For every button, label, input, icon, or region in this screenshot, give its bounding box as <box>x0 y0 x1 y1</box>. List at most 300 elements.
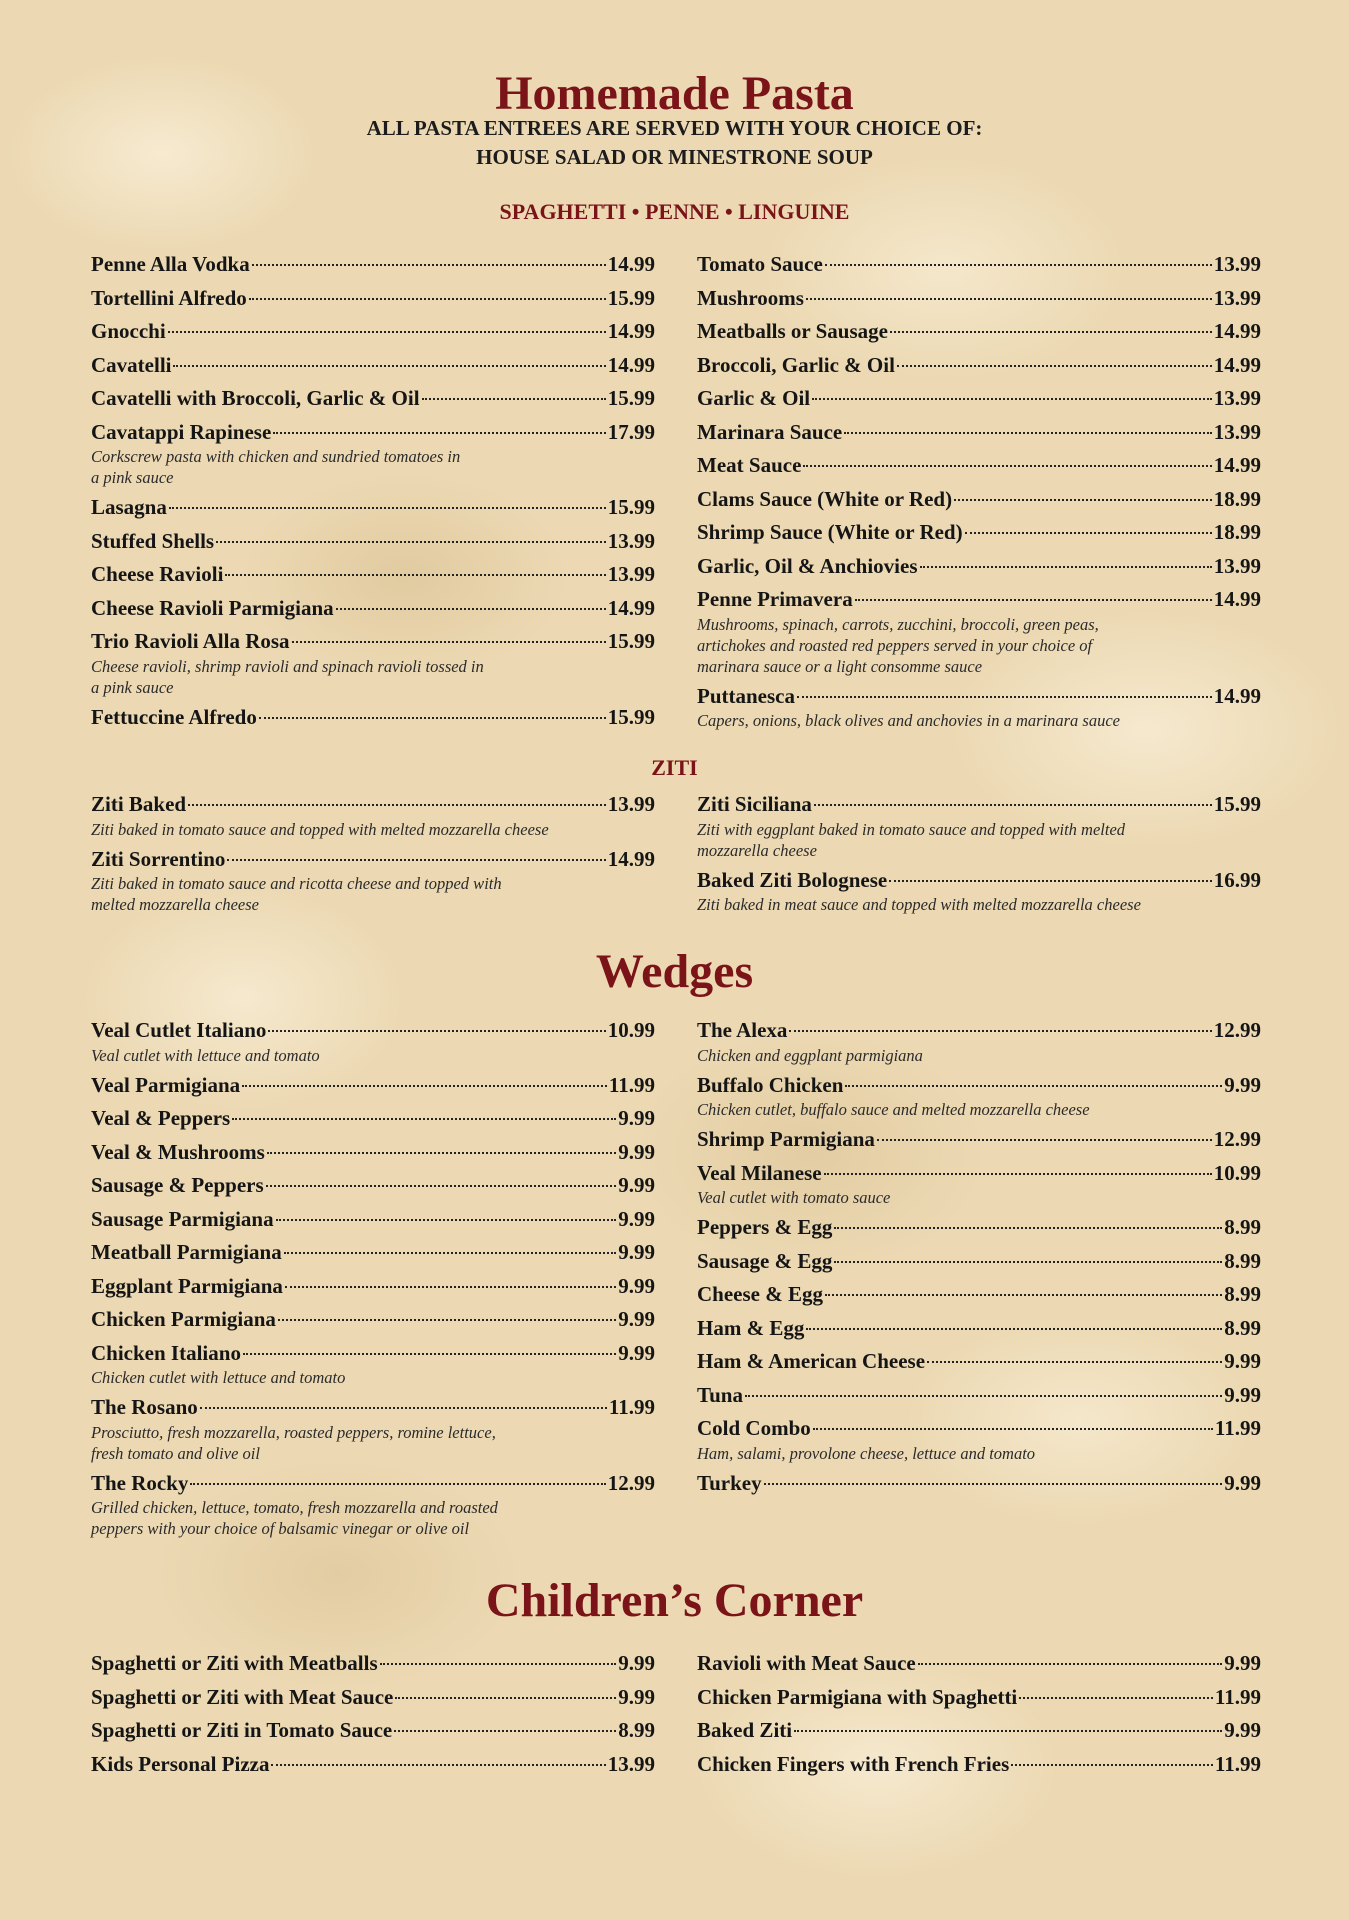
menu-item-name: Ham & American Cheese <box>697 1349 926 1373</box>
menu-item-name: Meatball Parmigiana <box>91 1240 282 1264</box>
menu-item-price: 12.99 <box>1213 1018 1261 1042</box>
menu-item-row <box>91 1069 655 1103</box>
menu-item <box>91 1647 655 1681</box>
menu-item-price: 9.99 <box>1224 1651 1261 1675</box>
pasta-subtitle-line-2: HOUSE SALAD OR MINESTRONE SOUP <box>476 145 873 169</box>
menu-item <box>697 1681 1261 1715</box>
menu-item-row <box>91 248 655 282</box>
dot-leader <box>813 1428 1213 1430</box>
dot-leader <box>764 1483 1223 1485</box>
menu-item-name: Ziti Baked <box>91 792 187 816</box>
menu-item-name: Ziti Siciliana <box>697 792 812 816</box>
menu-item <box>91 788 655 841</box>
menu-item-row <box>697 1069 1261 1103</box>
menu-item-price: 9.99 <box>1224 1072 1261 1097</box>
menu-item <box>91 1136 655 1170</box>
wedges-title: Wedges <box>595 945 754 998</box>
dot-leader <box>273 432 605 434</box>
menu-item-row <box>697 1245 1261 1279</box>
menu-item-price: 8.99 <box>1224 1215 1261 1239</box>
menu-item <box>91 625 655 699</box>
dot-leader <box>745 1395 1222 1397</box>
dot-leader <box>336 608 606 610</box>
menu-item-name: Veal Parmigiana <box>91 1072 241 1097</box>
menu-item-name: Cavatelli <box>91 352 172 377</box>
menu-item-name: Cheese & Egg <box>697 1282 823 1306</box>
menu-item-description: Chicken cutlet with lettuce and tomato <box>91 1368 346 1387</box>
menu-item-name: Spaghetti or Ziti with Meatballs <box>91 1651 378 1675</box>
menu-item-price: 9.99 <box>618 1307 655 1331</box>
menu-item-price: 15.99 <box>607 704 655 729</box>
menu-item-price: 13.99 <box>1213 285 1261 310</box>
menu-item-description: Cheese ravioli, shrimp ravioli and spinach ravioli tossed in <box>91 656 484 676</box>
dot-leader <box>845 1085 1222 1087</box>
dot-leader <box>889 880 1212 882</box>
menu-item-name: Ham & Egg <box>697 1315 805 1340</box>
dot-leader <box>890 331 1212 333</box>
menu-item-price: 9.99 <box>618 1173 655 1197</box>
pasta-title: Homemade Pasta <box>495 67 854 120</box>
dot-leader <box>825 1294 1222 1296</box>
dot-leader <box>814 804 1212 806</box>
menu-item-price: 9.99 <box>1224 1349 1261 1373</box>
menu-item-price: 9.99 <box>1224 1470 1261 1495</box>
menu-item-price: 9.99 <box>618 1139 655 1164</box>
dot-leader <box>806 1328 1222 1330</box>
menu-item-name: Baked Ziti Bolognese <box>697 867 888 892</box>
dot-leader <box>1019 1697 1213 1699</box>
dot-leader <box>285 1286 616 1288</box>
wedges-left-list <box>91 1014 655 1542</box>
dot-leader <box>1011 1764 1213 1766</box>
menu-item-name: Gnocchi <box>91 319 166 343</box>
menu-item-description: Ham, salami, provolone cheese, lettuce and tomato <box>697 1443 1036 1463</box>
menu-item-name: Spaghetti or Ziti in Tomato Sauce <box>91 1718 393 1742</box>
dot-leader <box>200 1407 607 1409</box>
menu-item <box>697 1467 1261 1501</box>
menu-item <box>697 282 1261 316</box>
menu-item-name: Chicken Parmigiana with Spaghetti <box>697 1684 1018 1709</box>
menu-item-price: 11.99 <box>608 1072 655 1097</box>
menu-item-price: 11.99 <box>1214 1684 1261 1709</box>
menu-item-row <box>697 416 1261 450</box>
menu-item-price: 10.99 <box>1213 1160 1261 1185</box>
dot-leader <box>380 1663 617 1665</box>
menu-item-row <box>697 516 1261 550</box>
menu-item <box>91 416 655 490</box>
menu-item <box>91 315 655 349</box>
menu-item-row <box>697 1123 1261 1157</box>
menu-item-name: Shrimp Sauce (White or Red) <box>697 520 963 544</box>
menu-item-name: Penne Primavera <box>697 587 853 611</box>
menu-item-row <box>91 416 655 450</box>
menu-item <box>697 349 1261 383</box>
menu-item-row <box>91 558 655 592</box>
menu-item-name: Clams Sauce (White or Red) <box>697 486 953 511</box>
menu-item-row <box>91 349 655 383</box>
menu-item-description: a pink sauce <box>91 468 174 487</box>
menu-item-description: peppers with your choice of balsamic vinegar or olive oil <box>91 1519 470 1538</box>
menu-item-price: 11.99 <box>608 1395 655 1419</box>
menu-item-price: 13.99 <box>607 792 655 816</box>
menu-item-row <box>697 248 1261 282</box>
menu-item <box>91 1303 655 1337</box>
menu-item-row <box>91 592 655 626</box>
dot-leader <box>249 298 606 300</box>
menu-item <box>697 416 1261 450</box>
dot-leader <box>877 1139 1212 1141</box>
menu-item-price: 9.99 <box>618 1206 655 1231</box>
menu-item-description: Chicken and eggplant parmigiana <box>697 1045 923 1065</box>
menu-item-name: Baked Ziti <box>697 1718 793 1742</box>
menu-item-description: Veal cutlet with lettuce and tomato <box>91 1045 320 1065</box>
menu-item-price: 9.99 <box>618 1651 655 1675</box>
menu-item-price: 14.99 <box>1213 453 1261 477</box>
menu-item <box>91 1270 655 1304</box>
menu-item-row <box>697 449 1261 483</box>
dot-leader <box>965 532 1212 534</box>
menu-item-name: Spaghetti or Ziti with Meat Sauce <box>91 1684 394 1709</box>
dot-leader <box>806 298 1212 300</box>
menu-item-row <box>91 843 655 877</box>
menu-item-row <box>697 550 1261 584</box>
children-left-list <box>91 1647 655 1781</box>
menu-item-row <box>91 1102 655 1136</box>
menu-item-price: 9.99 <box>618 1684 655 1709</box>
menu-item-description: Mushrooms, spinach, carrots, zucchini, broccoli, green peas, <box>697 614 1099 634</box>
menu-item-price: 8.99 <box>1224 1248 1261 1273</box>
menu-item-name: Fettuccine Alfredo <box>91 704 257 729</box>
menu-item-name: Lasagna <box>91 495 167 519</box>
menu-item-row <box>91 315 655 349</box>
menu-item <box>91 382 655 416</box>
menu-item-row <box>697 864 1261 898</box>
menu-item-price: 18.99 <box>1213 520 1261 544</box>
menu-item-row <box>697 1345 1261 1379</box>
menu-item <box>697 1714 1261 1748</box>
menu-item-name: Chicken Italiano <box>91 1340 241 1365</box>
menu-item <box>697 1069 1261 1122</box>
menu-item <box>91 1102 655 1136</box>
menu-item-price: 14.99 <box>607 252 655 276</box>
menu-item-price: 10.99 <box>607 1018 655 1042</box>
menu-item-row <box>697 788 1261 822</box>
menu-item-row <box>697 1748 1261 1782</box>
menu-item-description: Capers, onions, black olives and anchovies in a marinara sauce <box>697 711 1120 730</box>
menu-item-row <box>91 788 655 822</box>
menu-item-row <box>697 583 1261 617</box>
menu-item-row <box>697 1714 1261 1748</box>
pasta-subtitle-line-1: ALL PASTA ENTREES ARE SERVED WITH YOUR CHOICE OF: <box>366 116 983 140</box>
menu-item <box>91 1236 655 1270</box>
dot-leader <box>395 1697 616 1699</box>
menu-item <box>91 1337 655 1390</box>
ziti-right-list <box>697 788 1261 918</box>
menu-item-description: Ziti baked in tomato sauce and topped with melted mozzarella cheese <box>91 819 549 839</box>
menu-item <box>91 1069 655 1103</box>
menu-item-name: Eggplant Parmigiana <box>91 1273 283 1298</box>
menu-item-row <box>697 382 1261 416</box>
ziti-left-list <box>91 788 655 918</box>
menu-item-description: Veal cutlet with tomato sauce <box>697 1188 891 1207</box>
menu-item-row <box>697 1312 1261 1346</box>
dot-leader <box>168 331 606 333</box>
menu-item-row <box>697 315 1261 349</box>
children-right-list <box>697 1647 1261 1781</box>
dot-leader <box>797 696 1212 698</box>
menu-item-price: 14.99 <box>607 352 655 377</box>
children-title: Children’s Corner <box>485 1574 864 1627</box>
menu-item-price: 8.99 <box>1224 1282 1261 1306</box>
menu-item-name: The Rocky <box>91 1470 189 1495</box>
menu-item-price: 13.99 <box>1213 553 1261 578</box>
menu-item-row <box>91 1014 655 1048</box>
menu-item-name: Chicken Fingers with French Fries <box>697 1751 1010 1776</box>
menu-item <box>697 1157 1261 1210</box>
menu-item-price: 15.99 <box>607 495 655 519</box>
menu-item-price: 13.99 <box>1213 252 1261 276</box>
menu-item-name: Kids Personal Pizza <box>91 1751 270 1776</box>
menu-item <box>697 1412 1261 1465</box>
menu-item-description: Ziti baked in tomato sauce and ricotta cheese and topped with <box>91 874 502 893</box>
menu-item-row <box>697 1278 1261 1312</box>
menu-item-name: Garlic & Oil <box>697 386 811 410</box>
dot-leader <box>188 804 606 806</box>
menu-item-row <box>91 1236 655 1270</box>
dot-leader <box>276 1219 617 1221</box>
menu-item-price: 13.99 <box>1213 386 1261 410</box>
dot-leader <box>278 1319 616 1321</box>
menu-item-row <box>697 282 1261 316</box>
menu-item-price: 15.99 <box>607 285 655 310</box>
menu-item-name: Garlic, Oil & Anchiovies <box>697 553 918 578</box>
menu-item <box>91 843 655 917</box>
menu-item-name: Veal Cutlet Italiano <box>91 1018 267 1042</box>
menu-item <box>697 788 1261 862</box>
menu-item <box>697 550 1261 584</box>
menu-item-price: 9.99 <box>618 1273 655 1298</box>
menu-item-row <box>91 525 655 559</box>
menu-item-price: 17.99 <box>607 419 655 444</box>
menu-item-row <box>91 282 655 316</box>
menu-item-description: Corkscrew pasta with chicken and sundried tomatoes in <box>91 447 461 466</box>
menu-item <box>91 282 655 316</box>
dot-leader <box>292 641 606 643</box>
dot-leader <box>834 1261 1222 1263</box>
dot-leader <box>267 1152 616 1154</box>
menu-item-price: 9.99 <box>1224 1382 1261 1407</box>
menu-item-price: 18.99 <box>1213 486 1261 511</box>
menu-item-name: Buffalo Chicken <box>697 1072 844 1097</box>
menu-item <box>697 1647 1261 1681</box>
dot-leader <box>243 1353 616 1355</box>
menu-item-row <box>91 1203 655 1237</box>
menu-item <box>697 483 1261 517</box>
dot-leader <box>232 1118 616 1120</box>
menu-item-row <box>91 1748 655 1782</box>
dot-leader <box>855 599 1212 601</box>
dot-leader <box>242 1085 607 1087</box>
menu-item-row <box>697 349 1261 383</box>
menu-item <box>91 349 655 383</box>
dot-leader <box>918 1663 1223 1665</box>
menu-item <box>697 1245 1261 1279</box>
menu-item-price: 15.99 <box>1213 792 1261 816</box>
dot-leader <box>190 1483 605 1485</box>
menu-item-row <box>697 483 1261 517</box>
wedges-right-list <box>697 1014 1261 1500</box>
menu-item-price: 11.99 <box>1214 1751 1261 1776</box>
menu-item-description: artichokes and roasted red peppers served in your choice of <box>697 635 1093 655</box>
menu-item-row <box>91 1270 655 1304</box>
menu-item-name: Cavatelli with Broccoli, Garlic & Oil <box>91 386 420 410</box>
dot-leader <box>834 1227 1222 1229</box>
ziti-heading: ZITI <box>651 755 698 780</box>
menu-item-name: Broccoli, Garlic & Oil <box>697 352 895 377</box>
dot-leader <box>169 507 606 509</box>
pasta-right-list <box>697 248 1261 734</box>
menu-item-name: Stuffed Shells <box>91 528 215 553</box>
dot-leader <box>920 566 1212 568</box>
menu-item-description: marinara sauce or a light consomme sauce <box>697 656 983 676</box>
menu-item <box>91 1748 655 1782</box>
menu-item-name: Meat Sauce <box>697 453 802 477</box>
menu-item-row <box>91 1714 655 1748</box>
dot-leader <box>812 398 1212 400</box>
menu-item-row <box>697 1014 1261 1048</box>
menu-item <box>697 1312 1261 1346</box>
dot-leader <box>271 1764 605 1766</box>
dot-leader <box>897 365 1212 367</box>
dot-leader <box>954 499 1212 501</box>
menu-item-name: Tortellini Alfredo <box>91 285 247 310</box>
menu-item-name: Sausage & Peppers <box>91 1173 264 1197</box>
menu-item-price: 13.99 <box>607 1751 655 1776</box>
dot-leader <box>284 1252 617 1254</box>
dot-leader <box>794 1730 1222 1732</box>
menu-item <box>697 1211 1261 1245</box>
menu-item-row <box>697 1211 1261 1245</box>
menu-item-name: Penne Alla Vodka <box>91 252 250 276</box>
menu-item-name: Cold Combo <box>697 1416 811 1440</box>
menu-item-price: 14.99 <box>607 319 655 343</box>
menu-item <box>91 1467 655 1541</box>
menu-item-name: The Rosano <box>91 1395 198 1419</box>
menu-item-row <box>91 1303 655 1337</box>
dot-leader <box>173 365 605 367</box>
menu-item <box>91 1681 655 1715</box>
menu-item-row <box>697 1412 1261 1446</box>
menu-item <box>91 1203 655 1237</box>
menu-item-price: 14.99 <box>607 595 655 620</box>
menu-item <box>91 248 655 282</box>
menu-item-name: Sausage & Egg <box>697 1248 833 1273</box>
menu-item-row <box>697 680 1261 714</box>
menu-item-description: melted mozzarella cheese <box>91 895 260 914</box>
menu-item-name: Chicken Parmigiana <box>91 1307 276 1331</box>
menu-item-description: Grilled chicken, lettuce, tomato, fresh mozzarella and roasted <box>91 1498 498 1517</box>
menu-item <box>697 382 1261 416</box>
menu-item-name: Turkey <box>697 1470 762 1495</box>
menu-item <box>91 1169 655 1203</box>
menu-item-price: 9.99 <box>618 1340 655 1365</box>
menu-item-name: Veal Milanese <box>697 1160 822 1185</box>
menu-item <box>697 1345 1261 1379</box>
menu-item-row <box>697 1379 1261 1413</box>
menu-item-price: 8.99 <box>618 1718 655 1742</box>
menu-item <box>697 1748 1261 1782</box>
menu-item-name: Tomato Sauce <box>697 252 823 276</box>
menu-item-name: Meatballs or Sausage <box>697 319 888 343</box>
menu-item-row <box>91 1391 655 1425</box>
dot-leader <box>825 264 1212 266</box>
menu-item <box>697 1123 1261 1157</box>
menu-item-description: fresh tomato and olive oil <box>91 1443 260 1463</box>
menu-item-price: 14.99 <box>607 846 655 871</box>
menu-item <box>697 516 1261 550</box>
menu-item-row <box>697 1467 1261 1501</box>
dot-leader <box>789 1030 1211 1032</box>
menu-item-price: 9.99 <box>1224 1718 1261 1742</box>
dot-leader <box>422 398 606 400</box>
menu-item-name: Ravioli with Meat Sauce <box>697 1651 916 1675</box>
menu-item-row <box>697 1157 1261 1191</box>
menu-item-description: Chicken cutlet, buffalo sauce and melted mozzarella cheese <box>697 1100 1090 1119</box>
menu-item-price: 14.99 <box>1213 319 1261 343</box>
menu-item <box>697 864 1261 917</box>
menu-item <box>91 558 655 592</box>
menu-item-name: Cavatappi Rapinese <box>91 419 272 444</box>
menu-item-row <box>91 1337 655 1371</box>
menu-item-price: 12.99 <box>607 1470 655 1495</box>
menu-item-name: Peppers & Egg <box>697 1215 833 1239</box>
pasta-left-list <box>91 248 655 734</box>
menu-item-name: Shrimp Parmigiana <box>697 1127 875 1151</box>
menu-item <box>697 315 1261 349</box>
menu-item-price: 14.99 <box>1213 683 1261 708</box>
menu-item-description: mozzarella cheese <box>697 840 817 860</box>
dot-leader <box>225 574 605 576</box>
menu-item-row <box>697 1681 1261 1715</box>
dot-leader <box>844 432 1212 434</box>
menu-item <box>91 592 655 626</box>
menu-item-row <box>91 1136 655 1170</box>
menu-item-name: Veal & Mushrooms <box>91 1139 265 1164</box>
menu-item <box>91 525 655 559</box>
menu-item-name: Cheese Ravioli Parmigiana <box>91 595 334 620</box>
menu-item-price: 11.99 <box>1214 1416 1261 1440</box>
menu-item-price: 15.99 <box>607 386 655 410</box>
menu-item-row <box>91 701 655 735</box>
menu-item-name: Tuna <box>697 1382 743 1407</box>
dot-leader <box>824 1173 1212 1175</box>
dot-leader <box>216 541 606 543</box>
menu-item-price: 15.99 <box>607 629 655 653</box>
dot-leader <box>268 1030 605 1032</box>
dot-leader <box>259 717 606 719</box>
menu-item-description: Ziti baked in meat sauce and topped with melted mozzarella cheese <box>697 895 1141 914</box>
menu-item <box>91 701 655 735</box>
menu-item <box>697 1379 1261 1413</box>
menu-item-price: 13.99 <box>607 528 655 553</box>
dot-leader <box>252 264 606 266</box>
menu-item-price: 13.99 <box>1213 419 1261 444</box>
menu-item-name: Puttanesca <box>697 683 795 708</box>
menu-item <box>91 1014 655 1067</box>
menu-item <box>697 1278 1261 1312</box>
menu-item-description: Ziti with eggplant baked in tomato sauce and topped with melted <box>697 819 1126 839</box>
menu-item <box>91 491 655 525</box>
